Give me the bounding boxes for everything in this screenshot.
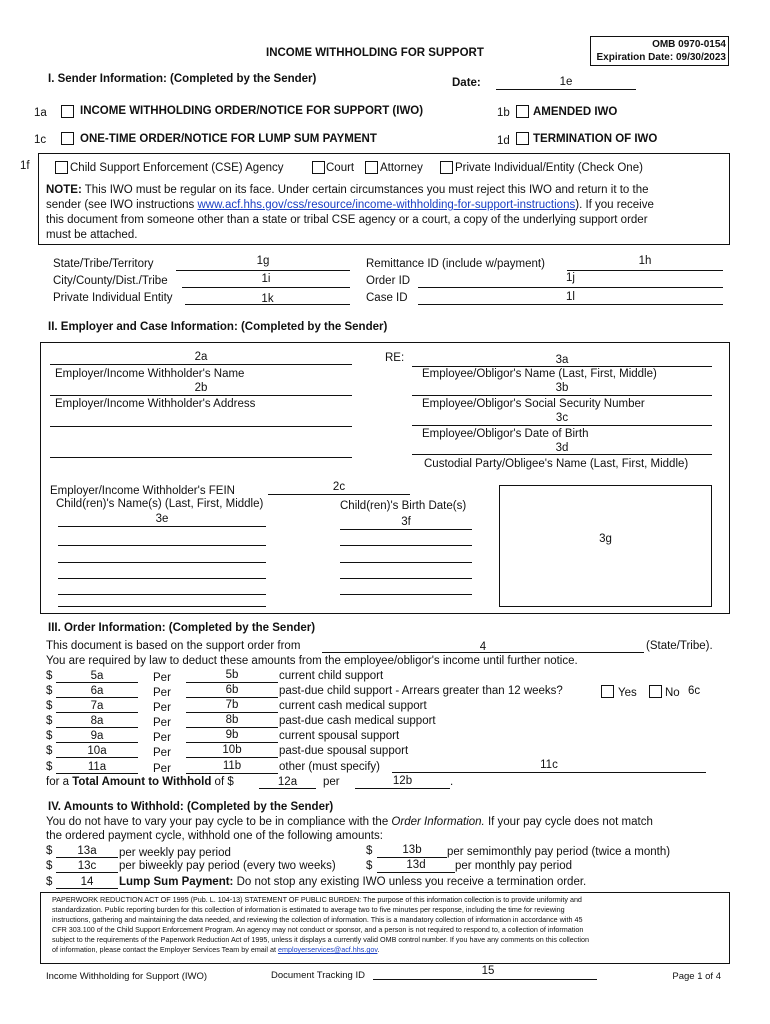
row-2-amount-field[interactable]: 6a	[90, 685, 104, 697]
note-text-1: This IWO must be regular on its face. Under certain circumstances you must reject this IWO and return it to the	[81, 184, 649, 196]
row-5-amount-field[interactable]: 9a	[90, 730, 104, 742]
employer-name-field[interactable]: 2a	[194, 351, 208, 363]
row-5-dollar: $	[46, 730, 53, 742]
option-1b-num: 1b	[497, 107, 510, 119]
paperwork-l1: PAPERWORK REDUCTION ACT OF 1995 (Pub. L. 104-13) STATEMENT OF PUBLIC BURDEN: The purpose of this information collection is to provide uniformity and	[52, 895, 582, 904]
amended-iwo-label: AMENDED IWO	[533, 106, 618, 118]
arrears-yes-label: Yes	[618, 687, 637, 699]
row-7-per-label: Per	[153, 763, 171, 775]
iwo-label: INCOME WITHHOLDING ORDER/NOTICE FOR SUPPORT (IWO)	[80, 105, 424, 117]
ssn-line	[412, 395, 712, 396]
pay-cycle-italic: Order Information.	[391, 816, 485, 828]
state-field[interactable]: 1g	[256, 255, 270, 267]
attorney-label: Attorney	[380, 162, 423, 174]
remittance-field[interactable]: 1h	[638, 255, 652, 267]
lump-sum-checkbox[interactable]	[61, 132, 74, 145]
private-entity-checkbox[interactable]	[440, 161, 453, 174]
pay-cycle-a: You do not have to vary your pay cycle to be in compliance with the	[46, 816, 392, 828]
city-field[interactable]: 1i	[261, 273, 271, 285]
date-label: Date:	[452, 77, 481, 89]
custodial-field[interactable]: 3d	[555, 442, 569, 454]
order-id-line	[418, 287, 723, 288]
omb-number: OMB 0970-0154	[652, 39, 726, 50]
section1-heading: I. Sender Information: (Completed by the Sender)	[48, 73, 317, 85]
termination-checkbox[interactable]	[516, 132, 529, 145]
field-3g-box[interactable]	[499, 485, 712, 607]
total-amount-text	[46, 776, 234, 788]
note-line-4: must be attached.	[46, 229, 138, 241]
total-per-field[interactable]: 12b	[392, 775, 413, 787]
footer-tracking-label: Document Tracking ID	[271, 970, 365, 981]
row-3-amount-field[interactable]: 7a	[90, 700, 104, 712]
semimonthly-line	[377, 857, 447, 858]
city-line	[182, 287, 350, 288]
paperwork-l4: CFR 303.100 of the Child Support Enforcement Program. An agency may not conduct or sponsor, and a person is not required to respond to, a collection of information	[52, 925, 584, 934]
row-6-per-label: Per	[153, 747, 171, 759]
weekly-label: per weekly pay period	[119, 847, 231, 859]
field-6c: 6c	[688, 685, 701, 697]
support-order-field[interactable]: 4	[479, 641, 487, 653]
section2-heading: II. Employer and Case Information: (Completed by the Sender)	[48, 321, 388, 333]
ssn-field[interactable]: 3b	[555, 382, 569, 394]
row-4-period-field[interactable]: 8b	[225, 714, 239, 726]
row-3-amount-line	[56, 712, 138, 713]
row-2-description: past-due child support - Arrears greater than 12 weeks?	[279, 685, 563, 697]
semimonthly-dollar: $	[366, 845, 373, 857]
row-7-dollar: $	[46, 761, 53, 773]
row-1-description: current child support	[279, 670, 384, 682]
row-3-description: current cash medical support	[279, 700, 427, 712]
birth-line-4[interactable]	[340, 578, 472, 579]
row-1-dollar: $	[46, 670, 53, 682]
row-6-period-field[interactable]: 10b	[222, 744, 242, 756]
children-line-2[interactable]	[58, 545, 266, 546]
dob-line	[412, 425, 712, 426]
other-specify-field[interactable]: 11c	[540, 759, 558, 771]
weekly-dollar: $	[46, 845, 53, 857]
row-3-period-line	[186, 712, 278, 713]
dob-field[interactable]: 3c	[555, 412, 569, 424]
section3-heading: III. Order Information: (Completed by the Sender)	[48, 622, 316, 634]
employer-name-line	[50, 364, 352, 365]
pay-cycle-text-2: the ordered payment cycle, withhold one of the following amounts:	[46, 830, 383, 842]
attorney-checkbox[interactable]	[365, 161, 378, 174]
row-6-dollar: $	[46, 745, 53, 757]
row-7-amount-line	[56, 773, 138, 774]
row-3-per-label: Per	[153, 702, 171, 714]
row-7-period-line	[186, 773, 278, 774]
paperwork-l6b: .	[377, 945, 380, 954]
row-4-amount-field[interactable]: 8a	[90, 715, 104, 727]
employer-services-email-link[interactable]: employerservices@acf.hhs.gov	[277, 945, 378, 954]
note-text-2b: ). If you receive	[575, 199, 654, 211]
row-2-dollar: $	[46, 685, 53, 697]
note-text-2a: sender (see IWO instructions	[46, 199, 198, 211]
total-text-bold: Total Amount to Withhold	[72, 776, 212, 788]
termination-label: TERMINATION OF IWO	[533, 133, 658, 145]
arrears-no-checkbox[interactable]	[649, 685, 662, 698]
court-label: Court	[326, 162, 355, 174]
total-amount-field[interactable]: 12a	[277, 776, 298, 788]
row-4-per-label: Per	[153, 717, 171, 729]
biweekly-label: per biweekly pay period (every two weeks)	[119, 860, 336, 872]
row-5-description: current spousal support	[279, 730, 400, 742]
footer-tracking-line	[373, 979, 597, 980]
biweekly-line	[56, 872, 118, 873]
option-1c-num: 1c	[34, 134, 47, 146]
row-5-amount-line	[56, 742, 138, 743]
children-line-3[interactable]	[58, 562, 266, 563]
order-id-label: Order ID	[366, 275, 411, 287]
birth-line-1[interactable]	[340, 529, 472, 530]
lump-sum-label: ONE-TIME ORDER/NOTICE FOR LUMP SUM PAYMENT	[80, 133, 377, 145]
employer-address-line-3[interactable]	[50, 457, 352, 458]
row-3-period-field[interactable]: 7b	[225, 699, 239, 711]
paperwork-l3: instructions, gathering and maintaining the data needed, and reviewing the collection of information. This is a mandatory collection of information in accordance with 45	[52, 915, 583, 924]
paperwork-l6a: of information, please contact the Employer Services Team by email at	[52, 945, 278, 954]
children-line-4[interactable]	[58, 578, 266, 579]
weekly-line	[56, 857, 118, 858]
section4-heading: IV. Amounts to Withhold: (Completed by the Sender)	[48, 801, 334, 813]
obligor-name-line	[412, 366, 712, 367]
paperwork-l2: standardization. Public reporting burden for this collection of information is estimated to average two to five minutes per response, including the time for reviewing	[52, 905, 565, 914]
employer-name-label: Employer/Income Withholder's Name	[55, 368, 245, 380]
footer-form-name: Income Withholding for Support (IWO)	[46, 971, 208, 982]
row-6-description: past-due spousal support	[279, 745, 409, 757]
employer-address-line	[50, 395, 352, 396]
weekly-field[interactable]: 13a	[77, 845, 97, 857]
date-field[interactable]: 1e	[559, 76, 573, 88]
iwo-checkbox[interactable]	[61, 105, 74, 118]
monthly-label: per monthly pay period	[455, 860, 572, 872]
children-line-6[interactable]	[58, 606, 266, 607]
row-7-period-field[interactable]: 11b	[222, 760, 242, 772]
obligor-name-label: Employee/Obligor's Name (Last, First, Middle)	[422, 368, 657, 380]
employer-address-field[interactable]: 2b	[194, 382, 208, 394]
row-4-dollar: $	[46, 715, 53, 727]
total-text-1: for a	[46, 776, 73, 788]
date-line	[496, 89, 636, 90]
row-7-description: other (must specify)	[279, 761, 380, 773]
row-2-period-line	[186, 697, 278, 698]
amended-iwo-checkbox[interactable]	[516, 105, 529, 118]
lump-text	[119, 876, 586, 888]
instructions-link[interactable]: www.acf.hhs.gov/css/resource/income-withholding-for-support-instructions	[197, 199, 576, 211]
birth-dates-field[interactable]: 3f	[401, 516, 411, 528]
city-label: City/County/Dist./Tribe	[53, 275, 168, 287]
note-line-3: this document from someone other than a state or tribal CSE agency or a court, a copy of the underlying support order	[46, 214, 648, 226]
form-title: INCOME WITHHOLDING FOR SUPPORT	[266, 47, 484, 59]
lump-bold: Lump Sum Payment:	[119, 876, 234, 888]
note-line-1	[46, 183, 648, 198]
row-1-period-line	[186, 682, 278, 683]
remittance-label: Remittance ID (include w/payment)	[366, 258, 545, 270]
private-entity-label: Private Individual/Entity (Check One)	[455, 162, 643, 174]
support-order-text: This document is based on the support order from	[46, 640, 301, 652]
option-1a-num: 1a	[34, 107, 47, 119]
obligor-name-field[interactable]: 3a	[555, 354, 569, 366]
row-5-per-label: Per	[153, 732, 171, 744]
other-specify-line	[392, 772, 706, 773]
state-tribe-suffix: (State/Tribe).	[646, 640, 713, 652]
semimonthly-field[interactable]: 13b	[402, 844, 422, 856]
fein-label: Employer/Income Withholder's FEIN	[50, 485, 235, 497]
children-line-1[interactable]	[58, 526, 266, 527]
field-3g-value: 3g	[599, 533, 612, 545]
private-individual-label: Private Individual Entity	[53, 292, 173, 304]
monthly-line	[377, 872, 455, 873]
children-field[interactable]: 3e	[155, 513, 169, 525]
birth-line-5[interactable]	[340, 594, 472, 595]
total-per-label: per	[323, 776, 340, 788]
required-text: You are required by law to deduct these amounts from the employee/obligor's income until further notice.	[46, 655, 578, 667]
birth-dates-label: Child(ren)'s Birth Date(s)	[340, 500, 467, 512]
lump-field[interactable]: 14	[80, 876, 94, 888]
row-6-period-line	[186, 757, 278, 758]
biweekly-dollar: $	[46, 860, 53, 872]
label-1f: 1f	[20, 160, 30, 172]
note-line-2	[46, 198, 654, 213]
row-1-period-field[interactable]: 5b	[225, 669, 239, 681]
footer-page-number: Page 1 of 4	[672, 971, 721, 982]
state-line	[176, 270, 350, 271]
custodial-label: Custodial Party/Obligee's Name (Last, First, Middle)	[424, 458, 689, 470]
omb-expiration: Expiration Date: 09/30/2023	[596, 52, 726, 63]
case-id-line	[418, 304, 723, 305]
monthly-field[interactable]: 13d	[406, 859, 426, 871]
row-1-amount-line	[56, 682, 138, 683]
fein-line	[268, 494, 410, 495]
employer-address-line-2[interactable]	[50, 426, 352, 427]
footer-tracking-field[interactable]: 15	[481, 965, 495, 977]
custodial-line	[412, 454, 712, 455]
case-id-field[interactable]: 1l	[566, 291, 575, 303]
monthly-dollar: $	[366, 860, 373, 872]
lump-line	[56, 888, 118, 889]
paperwork-l5: subject to the requirements of the Paperwork Reduction Act of 1995, unless it displays a currently valid OMB control number. If you have any comments on this collection	[52, 935, 589, 944]
lump-dollar: $	[46, 876, 53, 888]
arrears-yes-checkbox[interactable]	[601, 685, 614, 698]
case-id-label: Case ID	[366, 292, 408, 304]
row-6-amount-line	[56, 757, 138, 758]
row-4-amount-line	[56, 727, 138, 728]
biweekly-field[interactable]: 13c	[77, 860, 97, 872]
children-label: Child(ren)'s Name(s) (Last, First, Middle)	[56, 498, 264, 510]
row-2-per-label: Per	[153, 687, 171, 699]
paperwork-l6	[52, 945, 379, 955]
row-4-period-line	[186, 727, 278, 728]
pay-cycle-b: If your pay cycle does not match	[484, 816, 653, 828]
state-label: State/Tribe/Territory	[53, 258, 154, 270]
row-1-amount-field[interactable]: 5a	[90, 670, 104, 682]
total-amount-line	[259, 788, 316, 789]
row-7-amount-field[interactable]: 11a	[87, 761, 107, 773]
row-6-amount-field[interactable]: 10a	[87, 745, 107, 757]
ssn-label: Employee/Obligor's Social Security Number	[422, 398, 645, 410]
dob-label: Employee/Obligor's Date of Birth	[422, 428, 589, 440]
total-text-2: of $	[211, 776, 234, 788]
cse-label: Child Support Enforcement (CSE) Agency	[70, 162, 284, 174]
birth-line-3[interactable]	[340, 562, 472, 563]
row-2-amount-line	[56, 697, 138, 698]
re-label: RE:	[385, 352, 405, 364]
row-5-period-line	[186, 742, 278, 743]
option-1d-num: 1d	[497, 135, 510, 147]
row-1-per-label: Per	[153, 672, 171, 684]
total-period: .	[450, 776, 454, 788]
row-5-period-field[interactable]: 9b	[225, 729, 239, 741]
semimonthly-label: per semimonthly pay period (twice a month)	[447, 846, 671, 858]
row-4-description: past-due cash medical support	[279, 715, 436, 727]
cse-checkbox[interactable]	[55, 161, 68, 174]
pay-cycle-text-1	[46, 816, 653, 828]
row-3-dollar: $	[46, 700, 53, 712]
private-individual-field[interactable]: 1k	[261, 293, 274, 305]
children-line-5[interactable]	[58, 594, 266, 595]
remittance-line	[567, 270, 723, 271]
row-2-period-field[interactable]: 6b	[225, 684, 239, 696]
fein-field[interactable]: 2c	[332, 481, 346, 493]
order-id-field[interactable]: 1j	[566, 272, 575, 284]
court-checkbox[interactable]	[312, 161, 325, 174]
arrears-no-label: No	[665, 687, 680, 699]
lump-rest: Do not stop any existing IWO unless you receive a termination order.	[233, 876, 587, 888]
note-label: NOTE:	[46, 184, 82, 196]
birth-line-2[interactable]	[340, 545, 472, 546]
total-per-line	[355, 788, 450, 789]
employer-address-label: Employer/Income Withholder's Address	[55, 398, 256, 410]
